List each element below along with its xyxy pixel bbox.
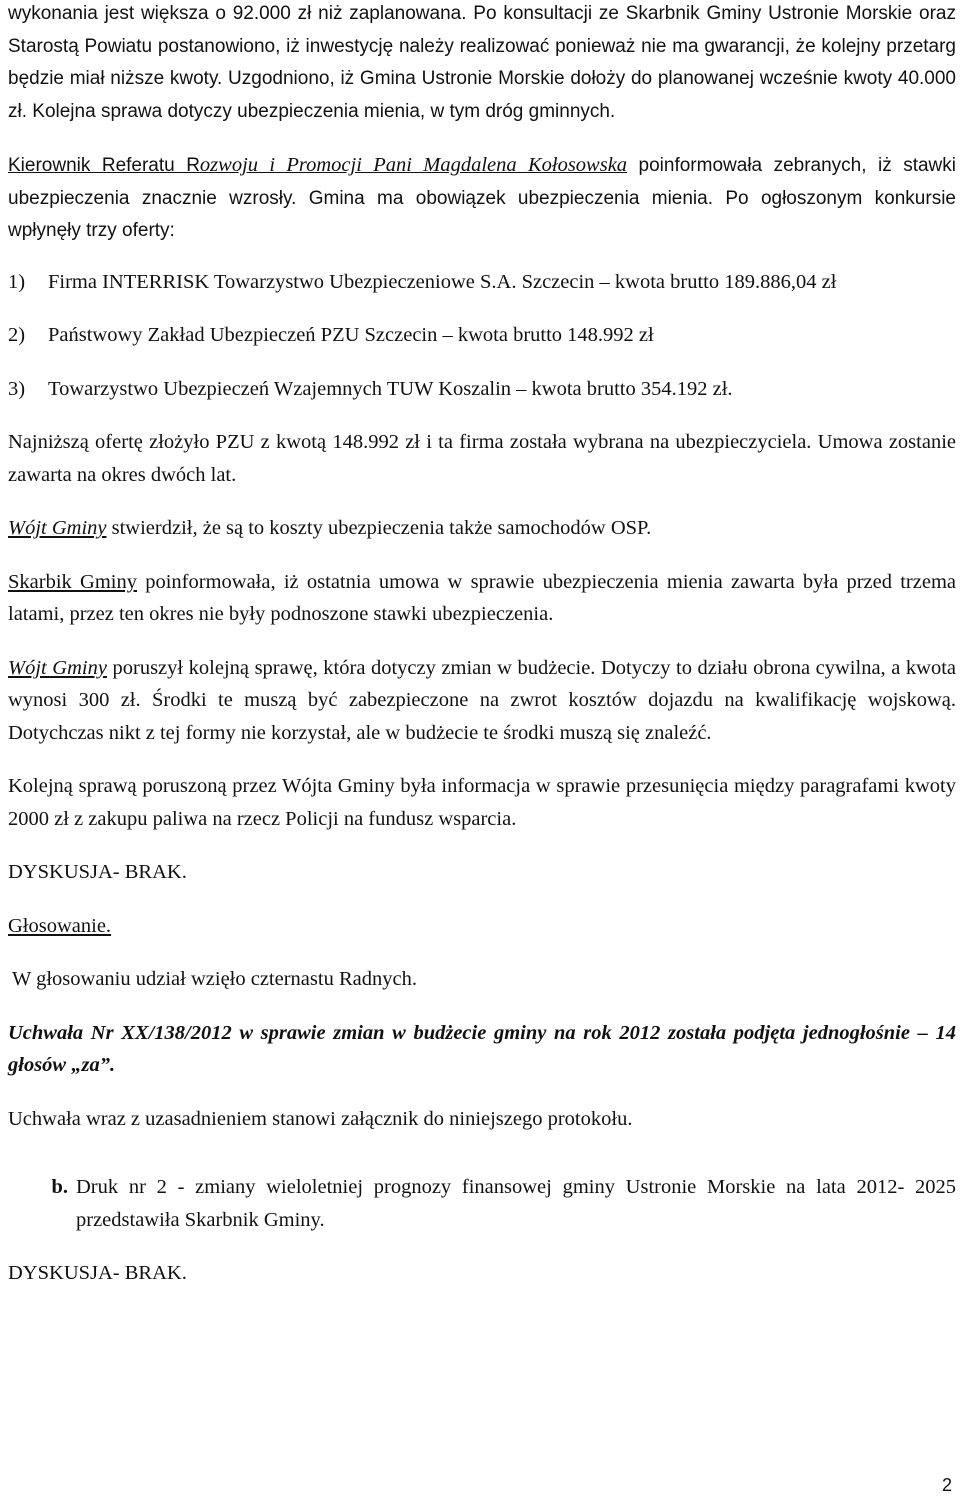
document-page: [8, 0, 956, 1290]
paragraph-wojt-osp: Wójt Gminy stwierdził, że są to koszty ubezpieczenia także samochodów OSP.: [8, 517, 652, 539]
paragraph-transfer: Kolejną sprawą poruszoną przez Wójta Gminy była informacja w sprawie przesunięcia między paragrafami kwoty 2000 zł z zakupu paliwa na rzecz Policji na fundusz wsparcia.: [8, 775, 956, 830]
paragraph-insurance-intro: [8, 149, 956, 248]
offer-text: Firma INTERRISK Towarzystwo Ubezpieczeniowe S.A. Szczecin – kwota brutto 189.886,04 zł: [48, 270, 837, 293]
speaker-wojt: Wójt Gminy: [8, 656, 107, 679]
speaker-wojt: Wójt Gminy: [8, 517, 107, 539]
attachment-note: Uchwała wraz z uzasadnieniem stanowi załącznik do niniejszego protokołu.: [8, 1107, 633, 1130]
voting-heading: Głosowanie.: [8, 914, 112, 937]
agenda-label: b.: [51, 1176, 68, 1198]
offer-text: Państwowy Zakład Ubezpieczeń PZU Szczecin – kwota brutto 148.992 zł: [48, 324, 654, 346]
speaker-kierownik: Kierownik Referatu Rozwoju i Promocji Pani Magdalena Kołosowska: [8, 154, 628, 176]
offers-list: [8, 266, 956, 406]
list-item: [8, 373, 956, 406]
list-number: 3): [8, 377, 26, 400]
agenda-item-b: [8, 1171, 956, 1236]
discussion-note: DYSKUSJA- BRAK.: [8, 861, 187, 883]
offer-text: Towarzystwo Ubezpieczeń Wzajemnych TUW Koszalin – kwota brutto 354.192 zł.: [48, 377, 733, 400]
agenda-text: Druk nr 2 - zmiany wieloletniej prognozy finansowej gminy Ustronie Morskie na lata 2012- 2025 przedstawiła Skarbnik Gminy.: [76, 1176, 956, 1231]
paragraph-skarbnik: Skarbik Gminy poinformowała, iż ostatnia umowa w sprawie ubezpieczenia mienia zawarta była przed trzema latami, przez ten okres nie były podnoszone stawki ubezpieczenia.: [8, 570, 957, 625]
paragraph-investment: wykonania jest większa o 92.000 zł niż zaplanowana. Po konsultacji ze Skarbnik Gminy Ustronie Morskie oraz Starostą Powiatu postanowiono, iż inwestycję należy realizować ponieważ nie ma gwarancji, że kolejny przetarg będzie miał niższe kwoty. Uzgodniono, iż Gmina Ustronie Morskie dołoży do planowanej wcześnie kwoty 40.000 zł. Kolejna sprawa dotyczy ubezpieczenia mienia, w tym dróg gminnych.: [8, 3, 956, 122]
paragraph-lowest-offer: Najniższą ofertę złożyło PZU z kwotą 148.992 zł i ta firma została wybrana na ubezpieczyciela. Umowa zostanie zawarta na okres dwóch lat.: [8, 431, 956, 486]
list-number: 1): [8, 270, 26, 293]
list-number: 2): [8, 324, 26, 346]
discussion-note: DYSKUSJA- BRAK.: [8, 1262, 187, 1284]
list-item: [8, 266, 956, 299]
page-number: 2: [941, 1475, 952, 1495]
list-item: [8, 319, 956, 352]
voting-text: W głosowaniu udział wzięło czternastu Radnych.: [12, 968, 417, 990]
paragraph-insurance-text: poinformowała zebranych, iż stawki ubezpieczenia znacznie wzrosły. Gmina ma obowiązek ubezpieczenia mienia. Po ogłoszonym konkursie wpłynęły trzy oferty:: [8, 155, 956, 241]
speaker-skarbnik: Skarbik Gminy: [8, 570, 137, 593]
resolution-text: Uchwała Nr XX/138/2012 w sprawie zmian w budżecie gminy na rok 2012 została podjęta jednogłośnie – 14 głosów „za”.: [8, 1021, 956, 1076]
paragraph-wojt-budget: Wójt Gminy poruszył kolejną sprawę, która dotyczy zmian w budżecie. Dotyczy to działu obrona cywilna, a kwota wynosi 300 zł. Środki te muszą być zabezpieczone na zwrot kosztów dojazdu na kwalifikację wojskową. Dotychczas nikt z tej formy nie korzystał, ale w budżecie te środki muszą się znaleźć.: [8, 656, 956, 744]
